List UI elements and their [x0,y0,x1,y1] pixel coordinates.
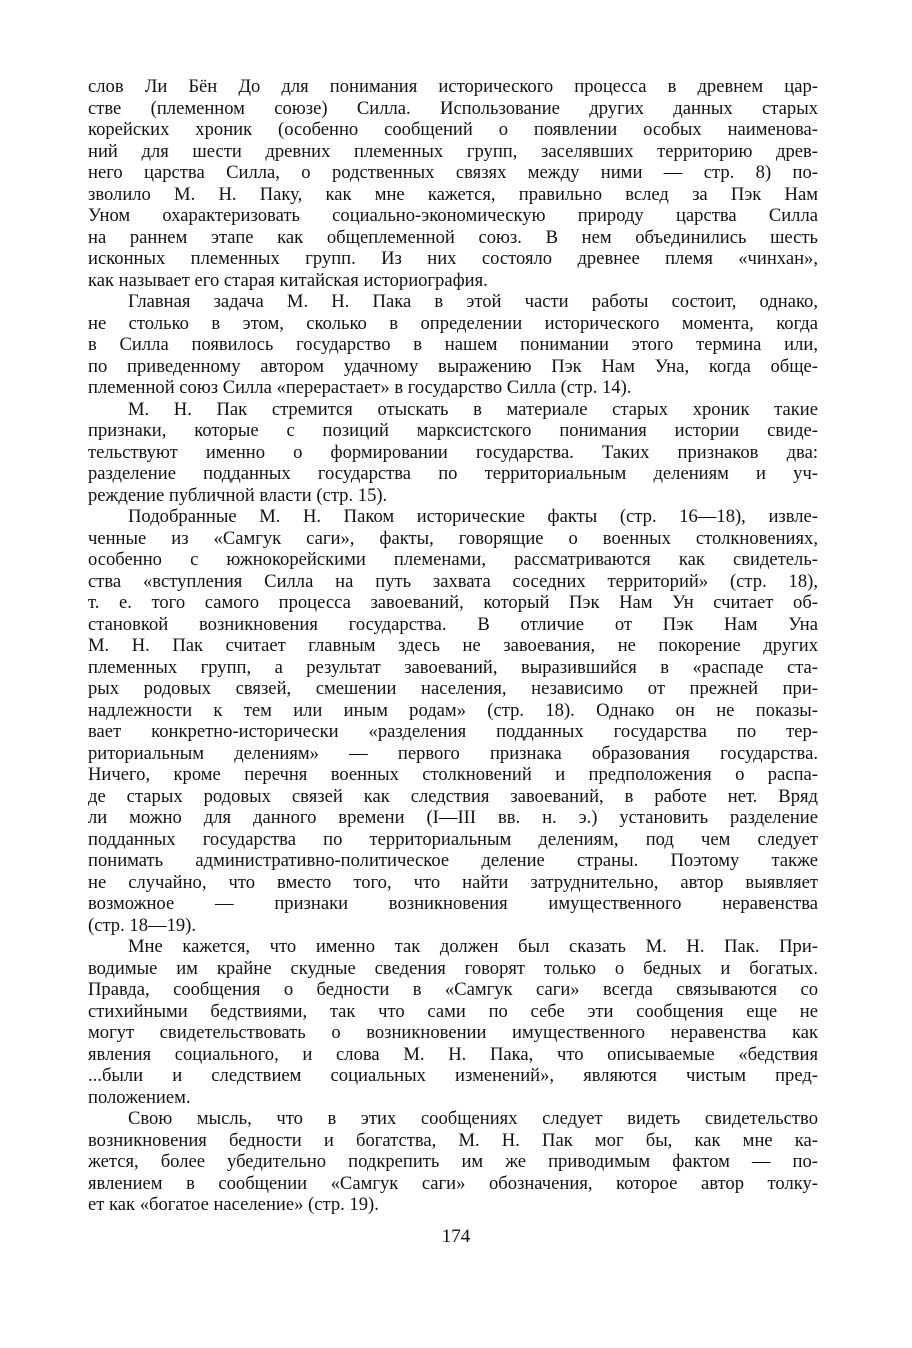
text-line: особенно с южнокорейскими племенами, рассматриваются как свидетель- [88,549,818,570]
text-line: явлением в сообщении «Самгук саги» обозначения, которое автор толку- [88,1172,818,1194]
text-line: надлежности к тем или иным родам» (стр. 18). Однако он не показы- [88,699,818,721]
text-line: не случайно, что вместо того, что найти затруднительно, автор выявляет [88,871,818,893]
text-line: на раннем этапе как общеплеменной союз. В нем объединились шесть [88,226,818,248]
text-line: возникновения бедности и богатства, М. Н. Пак мог бы, как мне ка- [88,1129,818,1151]
text-line: ченные из «Самгук саги», факты, говорящие о военных столкновениях, [88,527,818,549]
text-line: тельствуют именно о формировании государства. Таких признаков два: [88,441,818,463]
text-line: стихийными бедствиями, так что сами по себе эти сообщения еще не [88,1000,818,1022]
text-line: признаки, которые с позиций марксистского понимания истории свиде- [88,420,818,441]
text-line: возможное — признаки возникновения имущественного неравенства [88,893,818,914]
paragraph [88,936,818,1108]
text-line: ний для шести древних племенных групп, заселявших территорию древ- [88,140,818,162]
text-line: т. е. того самого процесса завоеваний, который Пэк Нам Ун считает об- [88,592,818,613]
text-line: Главная задача М. Н. Пака в этой части работы состоит, однако, [128,291,818,312]
text-line: Подобранные М. Н. Паком исторические факты (стр. 16—18), извле- [128,506,818,527]
text-line: зволило М. Н. Паку, как мне кажется, правильно вслед за Пэк Нам [88,183,818,205]
text-line: Мне кажется, что именно так должен был сказать М. Н. Пак. При- [128,936,818,957]
text-line: реждение публичной власти (стр. 15). [88,484,388,506]
text-line: явления социального, и слова М. Н. Пака, что описываемые «бедствия [88,1043,818,1065]
text-line: не столько в этом, сколько в определении исторического момента, когда [88,312,818,334]
paragraph [88,76,818,291]
text-line: М. Н. Пак стремится отыскать в материале старых хроник такие [128,398,818,420]
text-line: ства «вступления Силла на путь захвата соседних территорий» (стр. 18), [88,570,818,592]
text-line: рых родовых связей, смешении населения, независимо от прежней при- [88,678,818,699]
text-line: разделение подданных государства по территориальным делениям и уч- [88,463,818,484]
paragraph [88,1108,818,1216]
text-line: по приведенному автором удачному выражению Пэк Нам Уна, когда обще- [88,355,818,377]
paragraph [88,399,818,507]
text-line: подданных государства по территориальным делениям, под чем следует [88,828,818,850]
text-line: исконных племенных групп. Из них состояло древнее племя «чинхан», [88,248,818,269]
text-line: племенной союз Силла «перерастает» в государство Силла (стр. 14). [88,377,632,398]
text-line: ет как «богатое население» (стр. 19). [88,1194,379,1215]
text-line: ...были и следствием социальных изменений», являются чистым пред- [88,1065,818,1086]
text-line: как называет его старая китайская историография. [88,269,488,291]
text-line: (стр. 18—19). [88,914,197,936]
text-line: Уном охарактеризовать социально-экономическую природу царства Силла [88,205,818,226]
text-line: в Силла появилось государство в нашем понимании этого термина или, [88,334,818,355]
text-line: риториальным делениям» — первого признака образования государства. [88,742,818,764]
paragraph [88,506,818,936]
text-line: Правда, сообщения о бедности в «Самгук саги» всегда связываются со [88,979,818,1000]
text-line: становкой возникновения государства. В отличие от Пэк Нам Уна [88,613,818,635]
text-line: корейских хроник (особенно сообщений о появлении особых наименова- [88,119,818,140]
text-line: ли можно для данного времени (I—III вв. н. э.) установить разделение [88,807,818,828]
text-line: положением. [88,1086,191,1108]
text-line: М. Н. Пак считает главным здесь не завоевания, не покорение других [88,635,818,656]
text-line: водимые им крайне скудные сведения говорят только о бедных и богатых. [88,957,818,979]
text-line: жется, более убедительно подкрепить им же приводимым фактом — по- [88,1151,818,1172]
text-line: понимать административно-политическое деление страны. Поэтому также [88,850,818,871]
paragraph [88,291,818,399]
text-line: него царства Силла, о родственных связях между ними — стр. 8) по- [88,162,818,183]
text-line: вает конкретно-исторически «разделения подданных государства по тер- [88,721,818,742]
page-number: 174 [441,1226,471,1247]
text-line: племенных групп, а результат завоеваний, выразившийся в «распаде ста- [88,656,818,678]
text-line: могут свидетельствовать о возникновении имущественного неравенства как [88,1022,818,1043]
text-line: Ничего, кроме перечня военных столкновений и предположения о распа- [88,764,818,785]
page-body [88,76,818,1216]
text-line: слов Ли Бён До для понимания исторического процесса в древнем цар- [88,76,818,97]
text-line: де старых родовых связей как следствия завоеваний, в работе нет. Вряд [88,785,818,807]
text-line: Свою мысль, что в этих сообщениях следует видеть свидетельство [128,1108,818,1129]
text-line: стве (племенном союзе) Силла. Использование других данных старых [88,97,818,119]
